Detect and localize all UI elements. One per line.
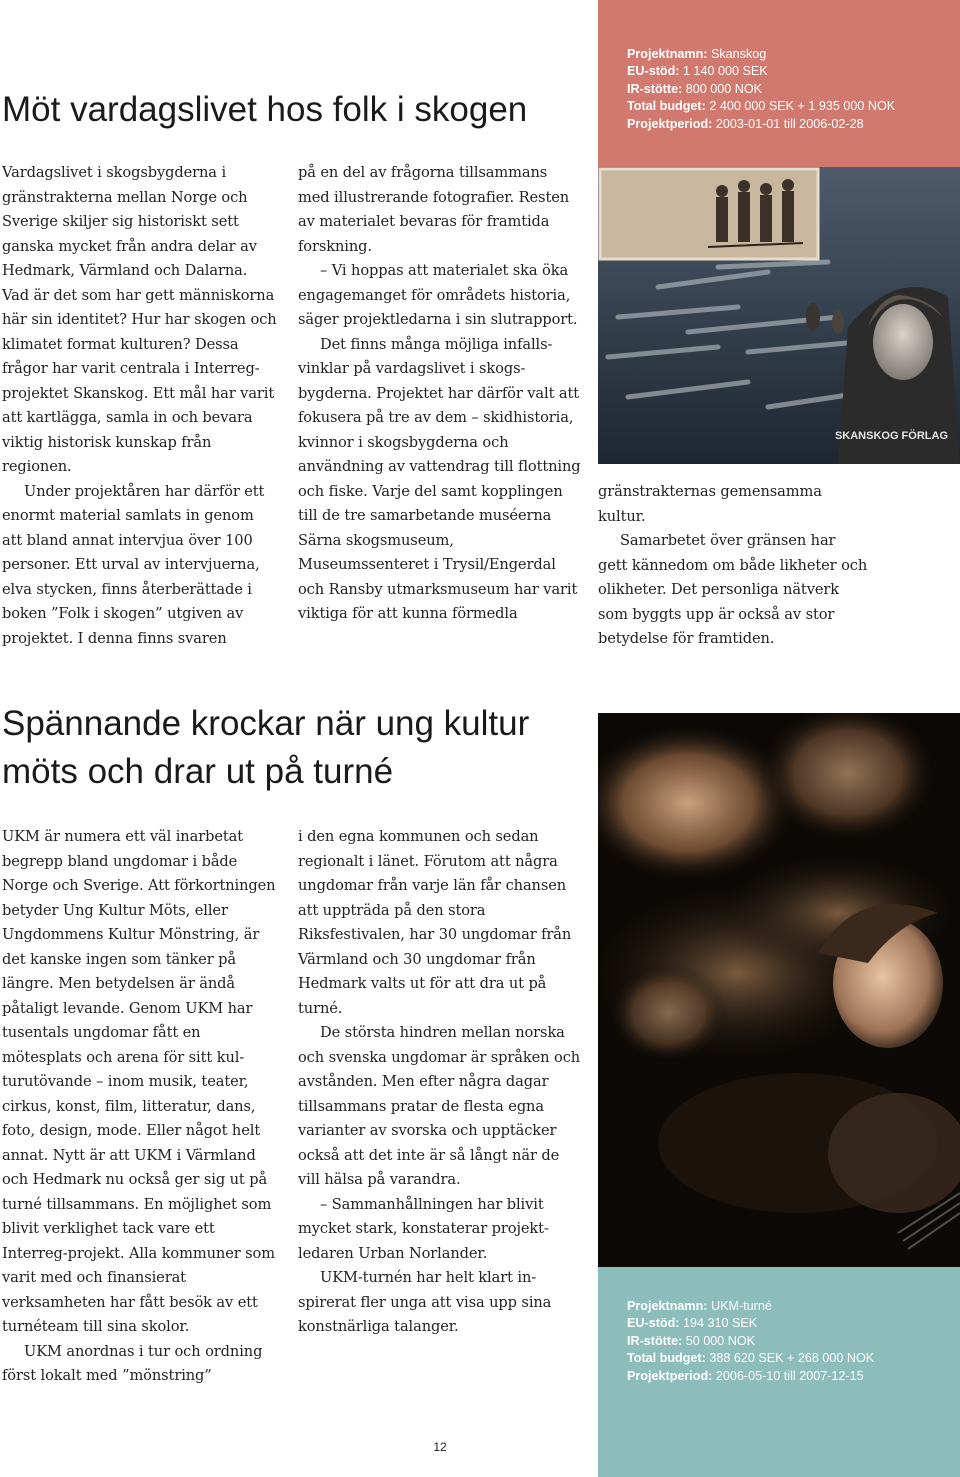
photo-illustration <box>598 713 960 1291</box>
paragraph: på en del av frågorna tillsammans med illustrerande fotografier. Resten av materialet bevaras för framtida forskning. <box>298 164 570 255</box>
info-row-eu-support: EU-stöd: 194 310 SEK <box>627 1316 758 1331</box>
article-headline-ukm <box>2 700 592 796</box>
paragraph: UKM är numera ett väl inarbetat begrepp bland ungdomar i både Norge och Sverige. Att förkortningen betyder Ung Kultur Möts, eller Ungdommens Kultur Mönstring, är det kanske ingen som tänker på längre. Men betydelsen är ändå påtaligt levande. Genom UKM har tusentals ungdomar fått en mötesplats och arena för sitt kulturutövande – inom musik, teater, cirkus, konst, film, litteratur, dans, foto, design, mode. Eller något helt annat. Nytt är att UKM i Värmland och Hedmark nu också ger sig ut på turné tillsammans. En möjlighet som blivit verklighet tack vare ett Interreg-projekt. Alla kommuner som varit med och finansierat verksamheten har fått besök av ett turnéteam till sina skolor. <box>2 828 276 1335</box>
page-number: 12 <box>433 1440 447 1454</box>
paragraph: Vardagslivet i skogsbygderna i gränstrakterna mellan Norge och Sverige skiljer sig historiskt sett ganska mycket från andra delar av Hedmark, Värmland och Dalarna. Vad är det som har gett människorna här sin identitet? Hur har skogen och klimatet format kulturen? Dessa frågor har varit centrala i Interreg-projektet Skanskog. Ett mål har varit att kartlägga, samla in och bevara viktig historisk kunskap från regionen. <box>2 164 277 475</box>
book-cover-title: SKANSKOG FÖRLAG <box>834 430 948 442</box>
article-headline-skanskog: Möt vardagslivet hos folk i skogen <box>2 90 528 129</box>
info-row-eu-support: EU-stöd: 1 140 000 SEK <box>627 64 768 79</box>
paragraph: i den egna kommunen och sedan regionalt i länet. Förutom att några ungdomar från varje län får chansen att uppträda på den stora Riksfestivalen, har 30 ungdomar från Värmland och 30 ungdomar från Hedmark valts ut för att dra ut på turné. <box>298 828 572 1017</box>
info-row-project-name: Projektnamn: Skanskog <box>627 47 767 61</box>
info-row-ir-support: IR-stötte: 50 000 NOK <box>627 1333 756 1348</box>
paragraph: UKM-turnén har helt klart inspirerat fler unga att visa upp sina konstnärliga talanger. <box>298 1269 552 1335</box>
article1-column-3 <box>598 480 868 652</box>
info-row-project-period: Projektperiod: 2006-05-10 till 2007-12-15 <box>627 1368 864 1383</box>
info-row-project-period: Projektperiod: 2003-01-01 till 2006-02-28 <box>627 116 864 131</box>
info-row-ir-support: IR-stötte: 800 000 NOK <box>627 81 763 96</box>
paragraph: Under projektåren har därför ett enormt material samlats in genom att bland annat intervjua över 100 personer. Ett urval av intervjuerna, elva stycken, finns återberättade i boken ”Folk i skogen” utgiven av projektet. I denna finns svaren <box>2 482 265 647</box>
article1-column-2 <box>298 161 583 627</box>
article2-column-2 <box>298 825 583 1340</box>
info-row-total-budget: Total budget: 388 620 SEK + 268 000 NOK <box>627 1351 875 1366</box>
paragraph: De största hindren mellan norska och svenska ungdomar är språken och avstånden. Men efter några dagar tillsammans pratar de flesta egna varianter av svorska och upptäcker också att det inte är så långt när de vill hälsa på varandra. <box>298 1024 581 1188</box>
article2-column-1 <box>2 825 281 1389</box>
paragraph: – Sammanhållningen har blivit mycket stark, konstaterar projektledaren Urban Norlander. <box>298 1195 549 1262</box>
paragraph: gränstrakternas gemensamma kultur. <box>598 483 822 525</box>
headline-line-1: Spännande krockar när ung kultur <box>2 704 530 743</box>
book-cover-photo <box>598 167 960 464</box>
article1-column-1 <box>2 161 278 651</box>
info-row-total-budget: Total budget: 2 400 000 SEK + 1 935 000 NOK <box>627 99 896 114</box>
info-row-project-name: Projektnamn: UKM-turné <box>627 1299 772 1313</box>
concert-photo <box>598 713 960 1291</box>
project-info-box-ukm <box>598 1267 960 1477</box>
paragraph: – Vi hoppas att materialet ska öka engagemanget för områdets historia, säger projektledarna i sin slutrapport. <box>298 262 578 328</box>
paragraph: UKM anordnas i tur och ordning först lokalt med ”mönstring” <box>2 1342 263 1384</box>
project-info-box-skanskog <box>598 0 960 167</box>
photo-illustration <box>598 167 960 464</box>
paragraph: Det finns många möjliga infallsvinklar på vardagslivet i skogsbygderna. Projektet har därför valt att fokusera på tre av dem – skidhistoria, kvinnor i skogsbygderna och användning av vattendrag till flottning och fiske. Varje del samt kopplingen till de tre samarbetande muséerna Särna skogsmuseum, Museumssenteret i Trysil/Engerdal och Ransby utmarksmuseum har varit viktiga för att kunna förmedla <box>298 335 581 622</box>
headline-line-2: möts och drar ut på turné <box>2 752 394 791</box>
paragraph: Samarbetet över gränsen har gett kännedom om både likheter och olikheter. Det personliga nätverk som byggts upp är också av stor betydelse för framtiden. <box>598 532 868 647</box>
